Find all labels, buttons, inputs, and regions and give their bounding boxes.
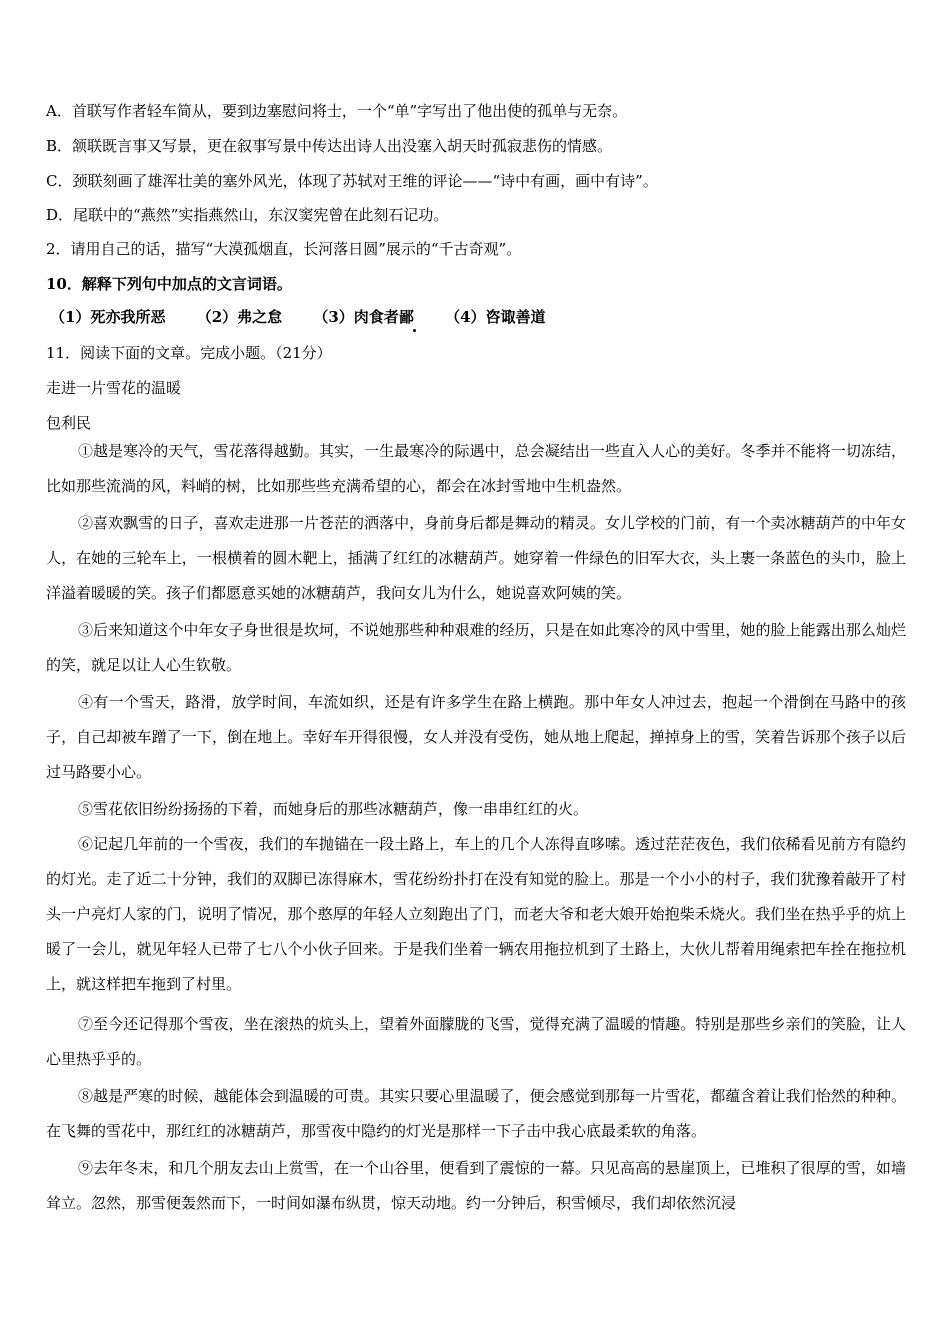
article-author: 包利民 <box>46 414 92 432</box>
paragraph-7 <box>46 1007 906 1077</box>
paragraph-text: ④有一个雪天，路滑，放学时间，车流如织，还是有许多学生在路上横跑。那中年女人冲过去，抱起一个滑倒在马路中的孩子，自己却被车蹭了一下，倒在地上。幸好车开得很慢，女人并没有受伤，她从地上爬起，掸掉身上的雪，笑着告诉那个孩子以后过马路要小心。 <box>46 693 906 781</box>
paragraph-text: ⑧越是严寒的时候，越能体会到温暖的可贵。其实只要心里温暖了，便会感觉到那每一片雪花，都蕴含着让我们怡然的种种。在飞舞的雪花中，那红红的冰糖葫芦，那雪夜中隐约的灯光是那样一下子击中我心底最柔软的角落。 <box>46 1087 906 1140</box>
q10-item-1: （1）死亦我所恶 <box>50 308 166 326</box>
paragraph-text: ③后来知道这个中年女子身世很是坎坷，不说她那些种种艰难的经历，只是在如此寒冷的风中雪里，她的脸上能露出那么灿烂的笑，就足以让人心生钦敬。 <box>46 621 906 674</box>
q10-item-3 <box>313 308 413 326</box>
question-10-title: 10．解释下列句中加点的文言词语。 <box>46 275 292 293</box>
paragraph-1 <box>46 434 906 504</box>
article-title: 走进一片雪花的温暖 <box>46 379 182 397</box>
option-b: B．颔联既言事又写景，更在叙事写景中传达出诗人出没塞入胡天时孤寂悲伤的情感。 <box>46 137 613 155</box>
option-d: D．尾联中的“燕然”实指燕然山，东汉窦宪曾在此刻石记功。 <box>46 206 449 224</box>
question-11-intro: 11．阅读下面的文章。完成小题。（21分） <box>46 344 332 362</box>
question-2: 2．请用自己的话，描写“大漠孤烟直，长河落日圆”展示的“千古奇观”。 <box>46 240 522 258</box>
paragraph-5 <box>46 792 906 827</box>
paragraph-text: ⑤雪花依旧纷纷扬扬的下着，而她身后的那些冰糖葫芦，像一串串红红的火。 <box>78 800 589 818</box>
q10-item-2: （2）弗之怠 <box>196 308 283 326</box>
q10-item-3-text: （3）肉食者鄙 <box>313 308 414 326</box>
paragraph-text: ②喜欢飘雪的日子，喜欢走进那一片苍茫的洒落中，身前身后都是舞动的精灵。女儿学校的门前，有一个卖冰糖葫芦的中年女人，在她的三轮车上，一根横着的圆木靶上，插满了红红的冰糖葫芦。她穿着一件绿色的旧军大衣，头上裹一条蓝色的头巾，脸上洋溢着暖暖的笑。孩子们都愿意买她的冰糖葫芦，我问女儿为什么，她说喜欢阿姨的笑。 <box>46 514 906 602</box>
paragraph-3 <box>46 613 906 683</box>
paragraph-6 <box>46 827 906 1002</box>
paragraph-text: ①越是寒冷的天气，雪花落得越勤。其实，一生最寒冷的际遇中，总会凝结出一些直入人心的美好。冬季并不能将一切冻结，比如那些流淌的风，料峭的树，比如那些些充满希望的心，都会在冰封雪地中生机盎然。 <box>46 442 906 495</box>
paragraph-8 <box>46 1079 906 1149</box>
paragraph-2 <box>46 506 906 611</box>
paragraph-text: ⑨去年冬末，和几个朋友去山上赏雪，在一个山谷里，便看到了震惊的一幕。只见高高的悬崖顶上，已堆积了很厚的雪，如墙耸立。忽然，那雪便轰然而下，一时间如瀑布纵贯，惊天动地。约一分钟后，积雪倾尽，我们却依然沉浸 <box>46 1159 906 1212</box>
paragraph-text: ⑦至今还记得那个雪夜，坐在滚热的炕头上，望着外面朦胧的飞雪，觉得充满了温暖的情趣。特别是那些乡亲们的笑脸，让人心里热乎乎的。 <box>46 1015 906 1068</box>
option-a: A．首联写作者轻车简从，要到边塞慰问将士，一个“单”字写出了他出使的孤单与无奈。 <box>46 102 628 120</box>
question-10-items <box>50 307 546 327</box>
option-c: C．颈联刻画了雄浑壮美的塞外风光，体现了苏轼对王维的评论——“诗中有画，画中有诗”。 <box>46 172 658 190</box>
paragraph-4 <box>46 685 906 790</box>
paragraph-text: ⑥记起几年前的一个雪夜，我们的车抛锚在一段土路上，车上的几个人冻得直哆嗦。透过茫茫夜色，我们依稀看见前方有隐约的灯光。走了近二十分钟，我们的双脚已冻得麻木，雪花纷纷扑打在没有知觉的脸上。那是一个小小的村子，我们犹豫着敲开了村头一户亮灯人家的门，说明了情况，那个憨厚的年轻人立刻跑出了门，而老大爷和老大娘开始抱柴禾烧火。我们坐在热乎乎的炕上暖了一会儿，就见年轻人已带了七八个小伙子回来。于是我们坐着一辆农用拖拉机到了土路上，大伙儿帮着用绳索把车拴在拖拉机上，就这样把车拖到了村里。 <box>46 835 906 993</box>
paragraph-9 <box>46 1151 906 1221</box>
q10-item-4: （4）咨诹善道 <box>445 308 546 326</box>
